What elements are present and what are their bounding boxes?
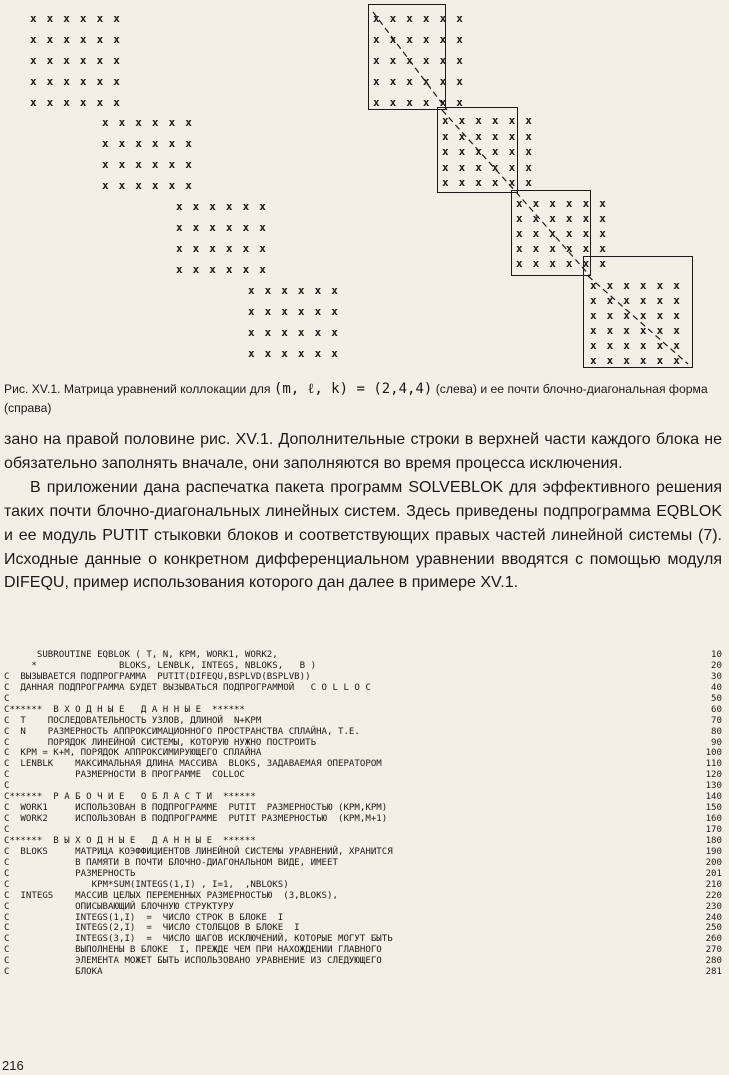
code-line	[4, 945, 722, 956]
matrix-row: x x x x x x	[373, 54, 465, 67]
matrix-row: x x x x x x	[590, 279, 682, 292]
code-line	[4, 705, 722, 716]
line-number: 180	[705, 835, 722, 846]
code-line	[4, 814, 722, 825]
line-number: 281	[705, 967, 722, 978]
matrix-row: x x x x x x	[102, 137, 194, 150]
matrix-row: x x x x x x	[102, 116, 194, 129]
matrix-row: x x x x x x	[590, 339, 682, 352]
code-text: C БЛОКА	[4, 967, 103, 978]
code-line	[4, 759, 722, 770]
code-text: C****** В Ы Х О Д Н Ы Е Д А Н Н Ы Е ******	[4, 835, 256, 846]
code-text: C WORK2 ИСПОЛЬЗОВАН В ПОДПРОГРАММЕ PUTIT РАЗМЕРНОСТЬЮ (KPM,M+1)	[4, 814, 388, 825]
matrix-row: x x x x x x	[373, 12, 465, 25]
code-line	[4, 738, 722, 749]
code-text: C****** Р А Б О Ч И Е О Б Л А С Т И ******	[4, 792, 256, 803]
code-text: C T ПОСЛЕДОВАТЕЛЬНОСТЬ УЗЛОВ, ДЛИНОЙ N+KPM	[4, 715, 262, 726]
line-number: 260	[705, 934, 722, 945]
right-block-2	[437, 107, 534, 193]
code-text: C****** В Х О Д Н Ы Е Д А Н Н Ы Е ******	[4, 704, 245, 715]
fortran-listing	[4, 650, 722, 978]
line-number: 160	[705, 814, 722, 825]
code-text: SUBROUTINE EQBLOK ( T, N, KPM, WORK1, WORK2,	[4, 650, 278, 660]
line-number: 20	[711, 660, 722, 671]
matrix-row: x x x x x x	[176, 221, 268, 234]
matrix-row: x x x x x x	[176, 200, 268, 213]
body-text	[4, 428, 722, 595]
line-number: 140	[705, 792, 722, 803]
figure-caption	[4, 380, 722, 418]
page-number: 216	[2, 1058, 24, 1073]
line-number: 120	[705, 770, 722, 781]
right-block-1	[368, 4, 465, 110]
code-line	[4, 770, 722, 781]
code-text: C ВЫПОЛНЕНЫ В БЛОКЕ I, ПРЕЖДЕ ЧЕМ ПРИ НАХОЖДЕНИИ ГЛАВНОГО	[4, 945, 382, 956]
code-line	[4, 672, 722, 683]
code-text: C ЭЛЕМЕНТА МОЖЕТ БЫТЬ ИСПОЛЬЗОВАНО УРАВНЕНИЕ ИЗ СЛЕДУЮЩЕГО	[4, 956, 382, 967]
code-line	[4, 661, 722, 672]
code-text: C WORK1 ИСПОЛЬЗОВАН В ПОДПРОГРАММЕ PUTIT РАЗМЕРНОСТЬЮ (KPM,KPM)	[4, 803, 388, 814]
figure-collocation-matrix	[0, 0, 729, 380]
code-line	[4, 803, 722, 814]
line-number: 110	[705, 759, 722, 770]
code-line	[4, 934, 722, 945]
caption-prefix: Рис. XV.1. Матрица уравнений коллокации для	[4, 382, 274, 396]
matrix-row: x x x x x x	[102, 179, 194, 192]
matrix-row: x x x x x x	[373, 33, 465, 46]
code-line	[4, 836, 722, 847]
matrix-row: x x x x x x	[442, 160, 534, 174]
code-line	[4, 727, 722, 738]
line-number: 80	[711, 726, 722, 737]
matrix-row: x x x x x x	[516, 242, 608, 255]
code-line	[4, 792, 722, 803]
line-number: 30	[711, 671, 722, 682]
line-number: 210	[705, 879, 722, 890]
line-number: 40	[711, 682, 722, 693]
code-text: C INTEGS(2,I) = ЧИСЛО СТОЛБЦОВ В БЛОКЕ I	[4, 923, 300, 934]
matrix-row: x x x x x x	[102, 158, 194, 171]
matrix-row: x x x x x x	[442, 129, 534, 143]
matrix-row: x x x x x x	[516, 212, 608, 225]
code-text: C INTEGS(3,I) = ЧИСЛО ШАГОВ ИСКЛЮЧЕНИЙ, КОТОРЫЕ МОГУТ БЫТЬ	[4, 934, 393, 945]
right-block-4	[583, 256, 693, 368]
code-line	[4, 716, 722, 727]
code-line	[4, 869, 722, 880]
line-number: 70	[711, 715, 722, 726]
line-number: 10	[711, 650, 722, 660]
line-number: 250	[705, 923, 722, 934]
code-line	[4, 847, 722, 858]
matrix-row: x x x x x x	[590, 309, 682, 322]
matrix-row: x x x x x x	[590, 294, 682, 307]
line-number: 170	[705, 825, 722, 835]
code-text: C N РАЗМЕРНОСТЬ АППРОКСИМАЦИОННОГО ПРОСТРАНСТВА СПЛАЙНА, Т.Е.	[4, 726, 360, 737]
code-text: C	[4, 693, 10, 704]
line-number: 240	[705, 912, 722, 923]
code-line	[4, 967, 722, 978]
line-number: 270	[705, 945, 722, 956]
line-number: 130	[705, 781, 722, 792]
matrix-row: x x x x x x	[30, 12, 122, 25]
right-block-3	[511, 190, 608, 276]
line-number: 200	[705, 857, 722, 868]
code-line	[4, 683, 722, 694]
code-text: C	[4, 825, 10, 835]
code-line	[4, 650, 722, 661]
line-number: 201	[705, 868, 722, 879]
code-line	[4, 891, 722, 902]
matrix-row: x x x x x x	[373, 75, 465, 88]
code-line	[4, 781, 722, 792]
code-text: C KPM = K+M, ПОРЯДОК АППРОКСИМИРУЮЩЕГО СПЛАЙНА	[4, 748, 262, 759]
code-text: C INTEGS(1,I) = ЧИСЛО СТРОК В БЛОКЕ I	[4, 912, 284, 923]
matrix-row: x x x x x x	[442, 145, 534, 158]
matrix-row: x x x x x x	[516, 227, 608, 240]
line-number: 220	[705, 890, 722, 901]
matrix-row: x x x x x x	[30, 33, 122, 46]
code-text: C В ПАМЯТИ В ПОЧТИ БЛОЧНО-ДИАГОНАЛЬНОМ ВИДЕ, ИМЕЕТ	[4, 857, 338, 868]
code-line	[4, 825, 722, 836]
line-number: 230	[705, 901, 722, 912]
line-number: 100	[705, 748, 722, 759]
matrix-row: x x x x x x	[590, 354, 682, 367]
code-line	[4, 913, 722, 924]
matrix-row: x x x x x x	[248, 326, 340, 339]
code-line	[4, 858, 722, 869]
matrix-row: x x x x x x	[176, 263, 268, 276]
code-line	[4, 880, 722, 891]
code-text: * BLOKS, LENBLK, INTEGS, NBLOKS, B )	[4, 660, 317, 671]
code-line	[4, 902, 722, 913]
matrix-row: x x x x x x	[516, 197, 608, 210]
code-text: C BLOKS МАТРИЦА КОЭФФИЦИЕНТОВ ЛИНЕЙНОЙ СИСТЕМЫ УРАВНЕНИЙ, ХРАНИТСЯ	[4, 846, 393, 857]
matrix-row: x x x x x x	[176, 242, 268, 255]
matrix-row: x x x x x x	[30, 54, 122, 67]
matrix-row: x x x x x x	[248, 284, 340, 297]
matrix-row: x x x x x x	[248, 305, 340, 318]
code-text: C ОПИСЫВАЮЩИЙ БЛОЧНУЮ СТРУКТУРУ	[4, 901, 234, 912]
matrix-row: x x x x x x	[248, 347, 340, 360]
paragraph: В приложении дана распечатка пакета программ SOLVEBLOK для эффективного решения таких почти блочно-диагональных линейных систем. Здесь приведены подпрограмма EQBLOK и ее модуль PUTIT стыковки блоков и соответствующих правых частей линейной системы (7). Исходные данные о конкретном дифференциальном уравнении вводятся с помощью модуля DIFEQU, пример использования которого дан далее в примере XV.1.	[4, 478, 722, 592]
code-text: C ДАННАЯ ПОДПРОГРАММА БУДЕТ ВЫЗЫВАТЬСЯ ПОДПРОГРАММОЙ C O L L O C	[4, 682, 371, 693]
code-line	[4, 694, 722, 705]
code-line	[4, 923, 722, 934]
caption-math: (m, ℓ, k) = (2,4,4)	[273, 381, 433, 397]
matrix-row: x x x x x x	[442, 176, 534, 189]
matrix-row: x x x x x x	[373, 96, 465, 109]
code-text: C KPM*SUM(INTEGS(1,I) , I=1, ,NBLOKS)	[4, 879, 289, 890]
code-text: C ПОРЯДОК ЛИНЕЙНОЙ СИСТЕМЫ, КОТОРУЮ НУЖНО ПОСТРОИТЬ	[4, 737, 317, 748]
code-line	[4, 956, 722, 967]
line-number: 90	[711, 737, 722, 748]
matrix-row: x x x x x x	[442, 114, 534, 127]
matrix-row: x x x x x x	[30, 75, 122, 88]
code-text: C ВЫЗЫВАЕТСЯ ПОДПРОГРАММА PUTIT(DIFEQU,BSPLVD(BSPLVB))	[4, 671, 311, 682]
code-text: C INTEGS МАССИВ ЦЕЛЫХ ПЕРЕМЕННЫХ РАЗМЕРНОСТЬЮ (3,BLOKS),	[4, 890, 338, 901]
line-number: 50	[711, 693, 722, 704]
matrix-row: x x x x x x	[590, 324, 682, 337]
paragraph: зано на правой половине рис. XV.1. Дополнительные строки в верхней части каждого блока не обязательно заполнять вначале, они заполняются во время процесса исключения.	[4, 431, 722, 472]
matrix-row: x x x x x x	[30, 96, 122, 109]
line-number: 150	[705, 803, 722, 814]
code-text: C LENBLK МАКСИМАЛЬНАЯ ДЛИНА МАССИВА BLOKS, ЗАДАВАЕМАЯ ОПЕРАТОРОМ	[4, 759, 382, 770]
line-number: 190	[705, 846, 722, 857]
caption-suffix: (слева) и ее почти блочно-диагональная форма (справа)	[4, 382, 708, 415]
code-line	[4, 748, 722, 759]
code-text: C РАЗМЕРНОСТЬ	[4, 868, 136, 879]
matrix-row: x x x x x x	[516, 257, 608, 270]
line-number: 280	[705, 956, 722, 967]
line-number: 60	[711, 704, 722, 715]
code-text: C РАЗМЕРНОСТИ В ПРОГРАММЕ COLLOC	[4, 770, 245, 781]
code-text: C	[4, 781, 10, 792]
